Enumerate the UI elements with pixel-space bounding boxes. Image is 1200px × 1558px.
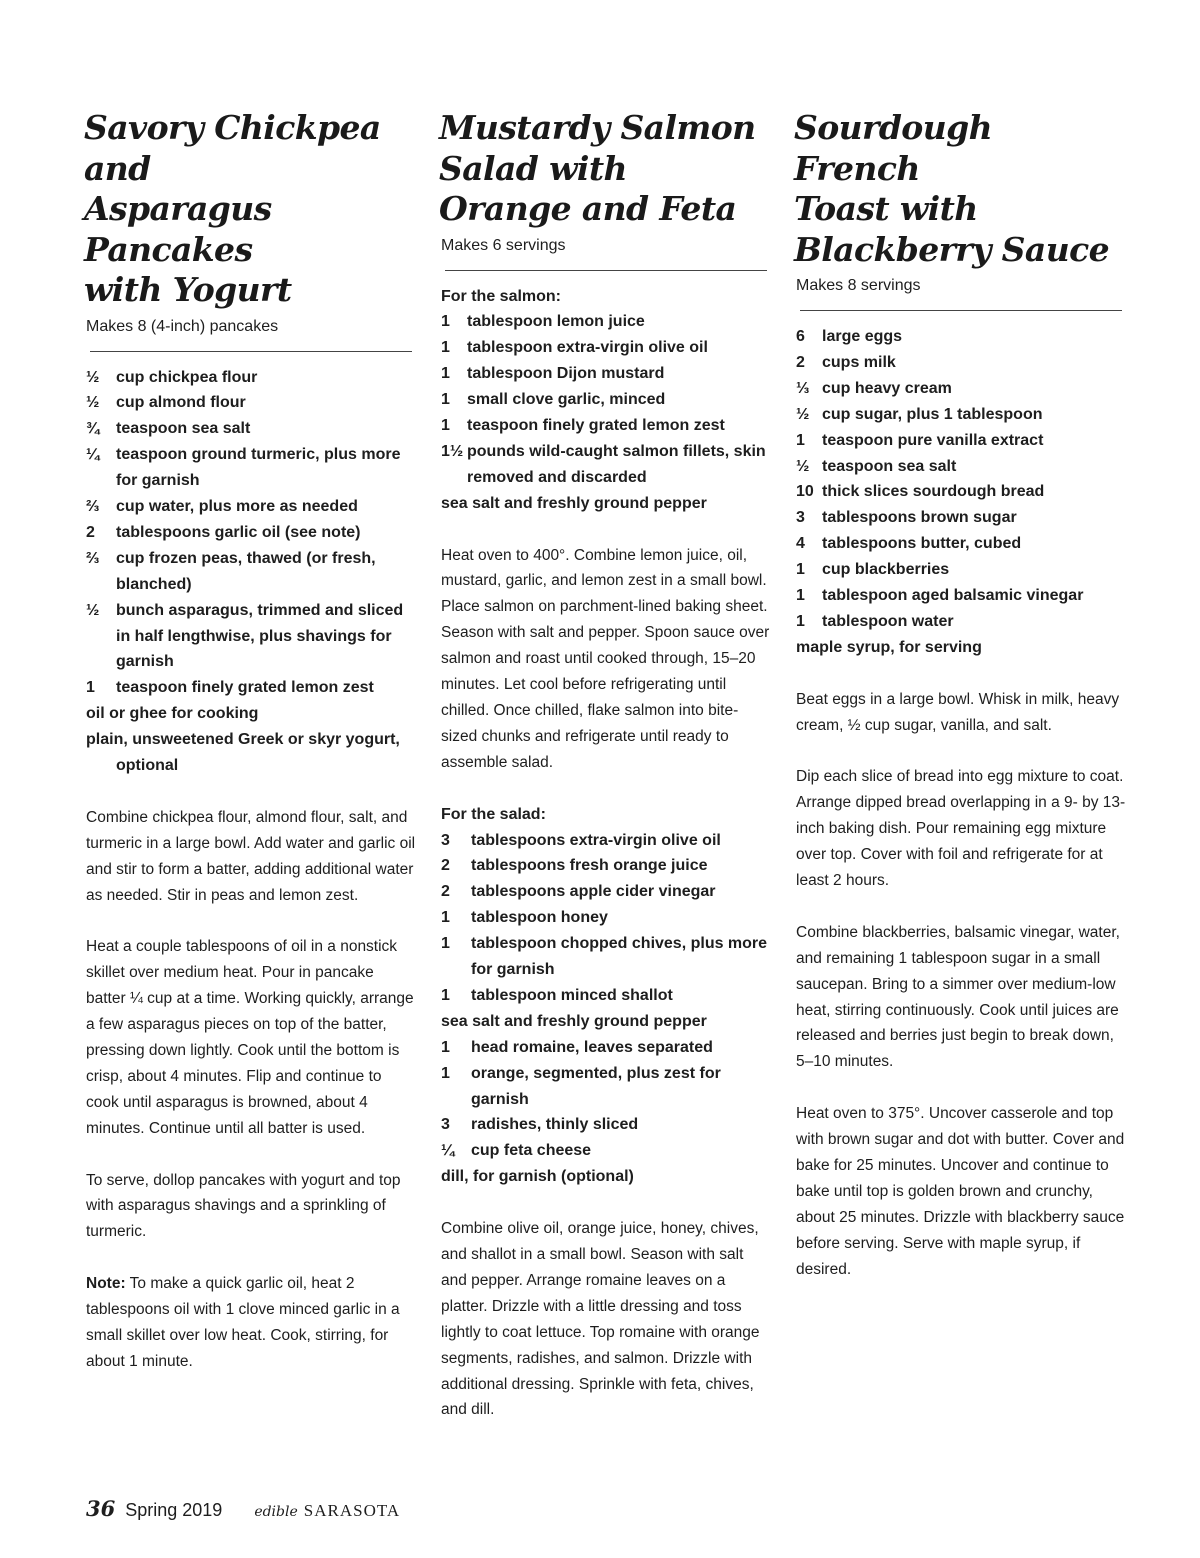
ingredient-item [86, 546, 416, 598]
issue-label: Spring 2019 [125, 1500, 223, 1520]
ingredient-text: tablespoon aged balsamic vinegar [822, 587, 1084, 605]
ingredient-quantity: ½ [86, 368, 100, 386]
ingredient-text: tablespoons brown sugar [822, 509, 1017, 527]
ingredient-text: cup heavy cream [822, 379, 952, 397]
ingredient-quantity: 6 [796, 328, 805, 345]
ingredient-extra: oil or ghee for cooking [86, 705, 259, 723]
divider [90, 351, 412, 352]
ingredient-quantity: 1 [441, 1038, 450, 1056]
ingredient-quantity: 1 [796, 561, 805, 579]
ingredient-text: tablespoon chopped chives, plus more for garnish [471, 935, 768, 979]
ingredient-quantity: ⅔ [86, 549, 100, 567]
ingredient-extra: sea salt and freshly ground pepper [441, 1012, 707, 1030]
ingredient-item [441, 879, 771, 905]
ingredient-quantity: 2 [441, 857, 450, 875]
ingredient-extra: maple syrup, for serving [796, 638, 982, 656]
ingredient-quantity: ¼ [441, 1142, 455, 1160]
ingredient-text: tablespoons extra-virgin olive oil [471, 831, 721, 849]
ingredient-item [86, 675, 416, 701]
ingredient-item [441, 361, 771, 387]
ingredient-item [796, 428, 1126, 454]
ingredient-text: tablespoon lemon juice [467, 313, 645, 331]
ingredient-item [86, 598, 416, 676]
ingredient-text: tablespoon water [822, 612, 954, 630]
ingredient-item [441, 983, 771, 1009]
ingredient-extra: plain, unsweetened Greek or skyr yogurt, optional [86, 731, 400, 775]
ingredient-text: teaspoon finely grated lemon zest [116, 679, 374, 697]
ingredient-quantity: 1 [796, 587, 805, 605]
ingredient-item [796, 609, 1126, 635]
note-text: To make a quick garlic oil, heat 2 tablespoons oil with 1 clove minced garlic in a small skillet over low heat. Cook, stirring, for about 1 minute. [86, 1275, 400, 1370]
ingredient-text: cup frozen peas, thawed (or fresh, blanched) [116, 549, 376, 593]
ingredient-text: tablespoon Dijon mustard [467, 365, 665, 383]
ingredient-text: teaspoon sea salt [822, 457, 957, 475]
title-line: Toast with [794, 189, 978, 228]
ingredient-item [796, 479, 1126, 505]
ingredient-text: cup sugar, plus 1 tablespoon [822, 405, 1043, 423]
recipe-step: Heat oven to 400°. Combine lemon juice, oil, mustard, garlic, and lemon zest in a small bowl. Place salmon on parchment-lined baking sheet. Season with salt and pepper. Spoon sauce over salmon and roast until cooked through, 15–20 minutes. Let cool before refrigerating until chilled. Once chilled, flake salmon into bite-sized chunks and refrigerate until ready to assemble salad. [441, 546, 770, 771]
ingredient-quantity: 1 [441, 365, 450, 383]
ingredient-item [796, 402, 1126, 428]
ingredient-text: orange, segmented, plus zest for garnish [471, 1064, 721, 1108]
ingredient-text: tablespoons butter, cubed [822, 535, 1022, 553]
ingredient-item [86, 390, 416, 416]
ingredient-text: cup water, plus more as needed [116, 498, 358, 516]
recipe-french-toast [796, 108, 1126, 1282]
ingredient-item [441, 413, 771, 439]
ingredient-text: cup feta cheese [471, 1142, 592, 1160]
recipe-chickpea-pancakes [86, 108, 416, 1375]
ingredient-quantity: ½ [796, 405, 810, 423]
ingredient-quantity: 3 [796, 509, 805, 527]
recipe-step: To serve, dollop pancakes with yogurt and top with asparagus shavings and a sprinkling of turmeric. [86, 1171, 401, 1241]
recipe-yield: Makes 8 (4-inch) pancakes [86, 317, 279, 335]
recipe-step: Combine blackberries, balsamic vinegar, water, and remaining 1 tablespoon sugar in a small saucepan. Bring to a simmer over medium-low heat, stirring continuously. Cook until juices are released and berries just begin to break down, 5–10 minutes. [796, 923, 1120, 1071]
ingredient-quantity: ⅓ [796, 379, 810, 397]
ingredient-quantity: 1 [441, 313, 450, 331]
magazine-logo-edible: edible [254, 1504, 298, 1520]
title-line: Salad with [439, 148, 627, 188]
salmon-ingredient-list [441, 309, 771, 490]
ingredient-list [86, 365, 416, 702]
ingredient-item [796, 505, 1126, 531]
ingredient-quantity: 1 [796, 431, 805, 449]
ingredient-extra: dill, for garnish (optional) [441, 1168, 634, 1186]
ingredient-item [86, 365, 416, 391]
salad-ingredient-list [441, 1035, 771, 1165]
ingredient-item [796, 557, 1126, 583]
salmon-subheading: For the salmon: [441, 287, 562, 305]
ingredient-item [441, 905, 771, 931]
note-label: Note: [86, 1275, 126, 1293]
ingredient-item [796, 376, 1126, 402]
ingredient-item [441, 1138, 771, 1164]
salad-subheading: For the salad: [441, 805, 546, 823]
ingredient-quantity: 1 [441, 935, 450, 953]
ingredient-item [86, 520, 416, 546]
ingredient-quantity: ½ [796, 457, 810, 475]
ingredient-item [86, 442, 416, 494]
ingredient-item [441, 309, 771, 335]
ingredient-text: teaspoon ground turmeric, plus more for garnish [116, 446, 401, 490]
recipe-step: Combine olive oil, orange juice, honey, chives, and shallot in a small bowl. Season with salt and pepper. Arrange romaine leaves on a platter. Drizzle with a little dressing and toss lightly to coat lettuce. Top romaine with orange segments, radishes, and salmon. Drizzle with additional dressing. Sprinkle with feta, chives, and dill. [441, 1220, 760, 1419]
ingredient-item [86, 494, 416, 520]
recipe-step: Heat a couple tablespoons of oil in a nonstick skillet over medium heat. Pour in pancake batter ¼ cup at a time. Working quickly, arrange a few asparagus pieces on top of the batter, pressing down lightly. Cook until the bottom is crisp, about 4 minutes. Flip and continue to cook until asparagus is browned, about 4 minutes. Continue until all batter is used. [86, 938, 414, 1137]
ingredient-text: cups milk [822, 353, 896, 371]
recipe-salmon-salad [441, 108, 771, 1423]
ingredient-quantity: 1 [441, 339, 450, 357]
ingredient-text: bunch asparagus, trimmed and sliced in half lengthwise, plus shavings for garnish [116, 601, 404, 671]
recipe-step: Dip each slice of bread into egg mixture to coat. Arrange dipped bread overlapping in a 9- by 13-inch baking dish. Pour remaining egg mixture over top. Cover with foil and refrigerate for at least 2 hours. [796, 768, 1126, 889]
ingredient-item [796, 454, 1126, 480]
ingredient-quantity: 1 [441, 391, 450, 409]
ingredient-quantity: 3 [441, 1116, 450, 1134]
ingredient-text: tablespoons apple cider vinegar [471, 883, 716, 901]
ingredient-quantity: 4 [796, 535, 805, 553]
ingredient-item [441, 439, 771, 491]
ingredient-text: small clove garlic, minced [467, 391, 666, 409]
ingredient-text: cup almond flour [116, 394, 246, 412]
ingredient-item [441, 828, 771, 854]
ingredient-quantity: 1 [441, 986, 450, 1004]
title-line: Orange and Feta [439, 189, 737, 228]
ingredient-item [796, 324, 1126, 350]
ingredient-quantity: ⅔ [86, 498, 100, 516]
ingredient-item [441, 931, 771, 983]
ingredient-item [796, 531, 1126, 557]
recipe-title [84, 108, 416, 311]
ingredient-quantity: 1 [441, 1064, 450, 1082]
salad-ingredient-list [441, 828, 771, 1009]
ingredient-text: tablespoon extra-virgin olive oil [467, 339, 708, 357]
recipe-title [439, 108, 771, 230]
ingredient-list [796, 324, 1126, 635]
ingredient-item [796, 350, 1126, 376]
ingredient-text: thick slices sourdough bread [822, 483, 1045, 501]
divider [445, 270, 767, 271]
ingredient-item [441, 1112, 771, 1138]
ingredient-quantity: 2 [441, 883, 450, 901]
recipe-step: Heat oven to 375°. Uncover casserole and top with brown sugar and dot with butter. Cover and bake for 25 minutes. Uncover and continue to bake until top is golden brown and crunchy, about 25 minutes. Drizzle with blackberry sauce before serving. Serve with maple syrup, if desired. [796, 1105, 1125, 1278]
ingredient-item [441, 1035, 771, 1061]
ingredient-quantity: 1 [441, 909, 450, 927]
ingredient-quantity: 3 [441, 831, 450, 849]
title-line: Mustardy Salmon [439, 108, 756, 147]
ingredient-text: teaspoon pure vanilla extract [822, 431, 1044, 449]
ingredient-quantity: 1 [441, 417, 450, 435]
recipe-step: Combine chickpea flour, almond flour, salt, and turmeric in a large bowl. Add water and garlic oil and stir to form a batter, adding additional water as needed. Stir in peas and lemon zest. [86, 808, 416, 904]
ingredient-quantity: ¾ [86, 420, 100, 438]
ingredient-text: pounds wild-caught salmon fillets, skin removed and discarded [467, 442, 766, 486]
recipe-yield: Makes 8 servings [796, 277, 921, 294]
ingredient-item [441, 387, 771, 413]
ingredient-item [441, 853, 771, 879]
ingredient-item [441, 1061, 771, 1113]
ingredient-text: teaspoon sea salt [116, 420, 251, 438]
ingredient-text: cup chickpea flour [116, 368, 258, 386]
ingredient-quantity: 1 [86, 679, 95, 697]
ingredient-text: tablespoon honey [471, 909, 608, 927]
ingredient-quantity: 10 [796, 483, 814, 501]
ingredient-text: head romaine, leaves separated [471, 1038, 713, 1056]
title-line: Asparagus Pancakes [84, 189, 272, 269]
ingredient-item [441, 335, 771, 361]
title-line: with Yogurt [84, 270, 292, 309]
recipe-title [794, 108, 1126, 270]
ingredient-quantity: 2 [86, 523, 95, 541]
ingredient-text: tablespoons garlic oil (see note) [116, 523, 361, 541]
ingredient-extra: sea salt and freshly ground pepper [441, 494, 707, 512]
recipe-note [86, 1271, 416, 1375]
title-line: Blackberry Sauce [794, 229, 1109, 269]
page-footer [86, 1496, 400, 1521]
title-line: Sourdough French [794, 108, 992, 188]
title-line: Savory Chickpea and [84, 108, 381, 188]
ingredient-quantity: 2 [796, 353, 805, 371]
ingredient-text: tablespoons fresh orange juice [471, 857, 708, 875]
ingredient-quantity: 1½ [441, 442, 464, 460]
ingredient-item [86, 416, 416, 442]
ingredient-text: radishes, thinly sliced [471, 1116, 639, 1134]
page-number: 36 [86, 1496, 116, 1521]
ingredient-quantity: ½ [86, 394, 100, 412]
ingredient-quantity: ¼ [86, 446, 100, 464]
ingredient-item [796, 583, 1126, 609]
ingredient-quantity: 1 [796, 612, 805, 630]
recipe-yield: Makes 6 servings [441, 236, 566, 254]
divider [800, 310, 1122, 311]
ingredient-text: large eggs [822, 328, 903, 345]
magazine-logo-name: SARASOTA [303, 1501, 401, 1520]
ingredient-text: cup blackberries [822, 561, 950, 579]
ingredient-text: teaspoon finely grated lemon zest [467, 417, 725, 435]
ingredient-quantity: ½ [86, 601, 100, 619]
ingredient-text: tablespoon minced shallot [471, 986, 673, 1004]
recipe-step: Beat eggs in a large bowl. Whisk in milk, heavy cream, ½ cup sugar, vanilla, and salt. [796, 690, 1120, 734]
